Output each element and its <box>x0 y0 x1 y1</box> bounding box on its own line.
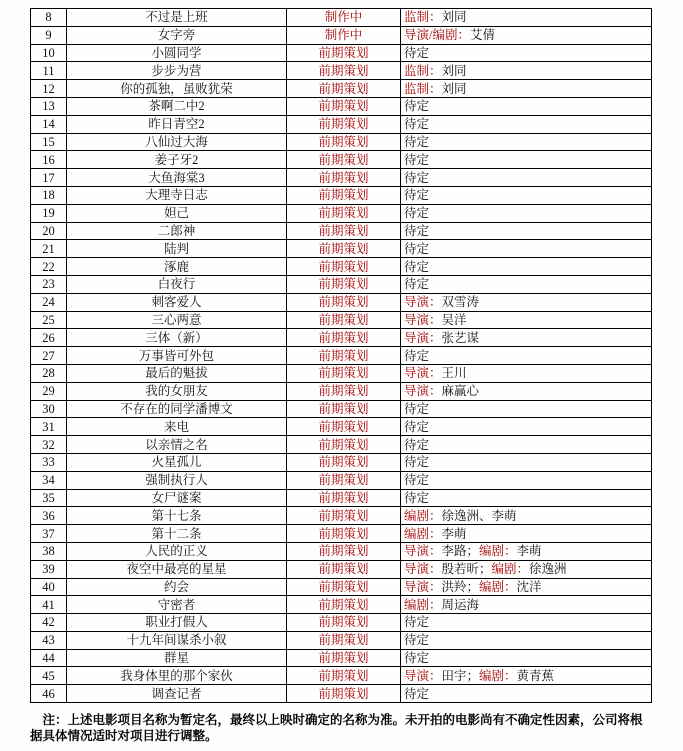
project-staff <box>401 115 652 133</box>
row-number: 27 <box>31 347 67 365</box>
project-status: 前期策划 <box>287 525 401 543</box>
table-row <box>31 9 652 27</box>
table-row <box>31 596 652 614</box>
table-row <box>31 275 652 293</box>
row-number: 36 <box>31 507 67 525</box>
project-status: 前期策划 <box>287 275 401 293</box>
project-title: 第十七条 <box>67 507 287 525</box>
project-title: 群星 <box>67 649 287 667</box>
project-status: 前期策划 <box>287 578 401 596</box>
project-title: 第十二条 <box>67 525 287 543</box>
row-number: 42 <box>31 614 67 632</box>
staff-name: 吴洋 <box>441 312 467 327</box>
staff-role-label: 监制： <box>404 63 442 78</box>
project-staff <box>401 275 652 293</box>
project-status: 前期策划 <box>287 418 401 436</box>
staff-name: 李路； <box>441 544 480 559</box>
row-number: 41 <box>31 596 67 614</box>
staff-name: 待定 <box>404 188 430 203</box>
project-title: 来电 <box>67 418 287 436</box>
staff-name: 周运海 <box>441 597 480 612</box>
row-number: 46 <box>31 685 67 703</box>
project-status: 前期策划 <box>287 614 401 632</box>
table-row <box>31 80 652 98</box>
row-number: 11 <box>31 62 67 80</box>
project-status: 前期策划 <box>287 44 401 62</box>
row-number: 29 <box>31 382 67 400</box>
row-number: 9 <box>31 26 67 44</box>
staff-role-label: 监制： <box>404 81 442 96</box>
staff-role-label: 导演： <box>404 330 442 345</box>
project-title: 我身体里的那个家伙 <box>67 667 287 685</box>
staff-name: 待定 <box>404 490 430 505</box>
project-title: 八仙过大海 <box>67 133 287 151</box>
project-staff <box>401 311 652 329</box>
staff-role-label: 监制： <box>404 10 442 25</box>
row-number: 17 <box>31 169 67 187</box>
project-status: 前期策划 <box>287 560 401 578</box>
project-status: 前期策划 <box>287 364 401 382</box>
row-number: 8 <box>31 9 67 27</box>
project-status: 前期策划 <box>287 222 401 240</box>
project-status: 前期策划 <box>287 62 401 80</box>
table-row <box>31 453 652 471</box>
row-number: 19 <box>31 204 67 222</box>
staff-name: 待定 <box>404 99 430 114</box>
project-staff <box>401 222 652 240</box>
row-number: 34 <box>31 471 67 489</box>
table-row <box>31 614 652 632</box>
project-staff <box>401 169 652 187</box>
project-title: 茶啊二中2 <box>67 97 287 115</box>
project-staff <box>401 26 652 44</box>
staff-name: 双雪涛 <box>441 295 480 310</box>
staff-role-label: 导演： <box>404 579 442 594</box>
table-row <box>31 347 652 365</box>
row-number: 40 <box>31 578 67 596</box>
staff-name: 待定 <box>404 615 430 630</box>
row-number: 33 <box>31 453 67 471</box>
staff-name: 待定 <box>404 686 430 701</box>
project-title: 小圆同学 <box>67 44 287 62</box>
table-row <box>31 222 652 240</box>
project-title: 刺客爱人 <box>67 293 287 311</box>
project-title: 调查记者 <box>67 685 287 703</box>
table-row <box>31 364 652 382</box>
footnote <box>30 712 654 744</box>
project-staff <box>401 80 652 98</box>
table-row <box>31 186 652 204</box>
staff-name: 徐逸洲、李萌 <box>441 508 517 523</box>
staff-name: 刘同 <box>441 81 467 96</box>
table-row <box>31 151 652 169</box>
project-status: 前期策划 <box>287 596 401 614</box>
row-number: 12 <box>31 80 67 98</box>
project-status: 前期策划 <box>287 507 401 525</box>
project-title: 不过是上班 <box>67 9 287 27</box>
row-number: 35 <box>31 489 67 507</box>
row-number: 43 <box>31 631 67 649</box>
staff-name: 张艺谋 <box>441 330 480 345</box>
project-staff <box>401 97 652 115</box>
table-row <box>31 44 652 62</box>
project-title: 强制执行人 <box>67 471 287 489</box>
staff-name: 待定 <box>404 117 430 132</box>
row-number: 32 <box>31 436 67 454</box>
staff-name: 待定 <box>404 241 430 256</box>
project-status: 前期策划 <box>287 471 401 489</box>
row-number: 18 <box>31 186 67 204</box>
projects-table <box>30 8 652 703</box>
project-staff <box>401 631 652 649</box>
row-number: 13 <box>31 97 67 115</box>
staff-role-label: 导演： <box>404 668 442 683</box>
row-number: 21 <box>31 240 67 258</box>
project-staff <box>401 453 652 471</box>
row-number: 30 <box>31 400 67 418</box>
project-title: 陆判 <box>67 240 287 258</box>
project-staff <box>401 614 652 632</box>
project-status: 前期策划 <box>287 204 401 222</box>
project-staff <box>401 329 652 347</box>
staff-name: 待定 <box>404 277 430 292</box>
row-number: 22 <box>31 258 67 276</box>
project-title: 女尸谜案 <box>67 489 287 507</box>
staff-name: 洪羚； <box>441 579 480 594</box>
project-title: 白夜行 <box>67 275 287 293</box>
project-staff <box>401 186 652 204</box>
project-staff <box>401 649 652 667</box>
row-number: 10 <box>31 44 67 62</box>
project-status: 前期策划 <box>287 382 401 400</box>
table-row <box>31 311 652 329</box>
project-status: 前期策划 <box>287 115 401 133</box>
staff-name: 待定 <box>404 419 430 434</box>
project-status: 前期策划 <box>287 436 401 454</box>
table-row <box>31 685 652 703</box>
staff-role-label: 导演： <box>404 562 442 577</box>
project-status: 前期策划 <box>287 169 401 187</box>
table-row <box>31 649 652 667</box>
table-row <box>31 631 652 649</box>
staff-name: 王川 <box>441 366 467 381</box>
row-number: 26 <box>31 329 67 347</box>
project-title: 守密者 <box>67 596 287 614</box>
project-title: 最后的魁拔 <box>67 364 287 382</box>
staff-name: 待定 <box>404 348 430 363</box>
project-staff <box>401 400 652 418</box>
project-title: 妲己 <box>67 204 287 222</box>
project-title: 三体（新） <box>67 329 287 347</box>
project-staff <box>401 525 652 543</box>
staff-name: 待定 <box>404 134 430 149</box>
row-number: 39 <box>31 560 67 578</box>
project-title: 人民的正义 <box>67 542 287 560</box>
project-staff <box>401 578 652 596</box>
row-number: 24 <box>31 293 67 311</box>
staff-name: 待定 <box>404 259 430 274</box>
table-row <box>31 436 652 454</box>
project-staff <box>401 560 652 578</box>
project-title: 女字旁 <box>67 26 287 44</box>
project-title: 昨日青空2 <box>67 115 287 133</box>
staff-name: 待定 <box>404 473 430 488</box>
staff-role-label: 导演： <box>404 312 442 327</box>
staff-name: 待定 <box>404 206 430 221</box>
project-staff <box>401 667 652 685</box>
staff-role-label: 导演： <box>404 384 442 399</box>
row-number: 14 <box>31 115 67 133</box>
row-number: 28 <box>31 364 67 382</box>
table-row <box>31 382 652 400</box>
staff-name: 艾倩 <box>469 28 495 43</box>
row-number: 23 <box>31 275 67 293</box>
table-row <box>31 578 652 596</box>
project-status: 前期策划 <box>287 240 401 258</box>
project-title: 大理寺日志 <box>67 186 287 204</box>
table-row <box>31 26 652 44</box>
project-title: 你的孤独，虽败犹荣 <box>67 80 287 98</box>
table-row <box>31 489 652 507</box>
staff-name: 待定 <box>404 633 430 648</box>
staff-name: 徐逸洲 <box>529 562 567 577</box>
project-status: 前期策划 <box>287 489 401 507</box>
project-staff <box>401 204 652 222</box>
row-number: 38 <box>31 542 67 560</box>
row-number: 20 <box>31 222 67 240</box>
row-number: 45 <box>31 667 67 685</box>
project-status: 前期策划 <box>287 97 401 115</box>
staff-role-label: 导演： <box>404 295 442 310</box>
staff-name: 刘同 <box>441 63 467 78</box>
staff-name: 待定 <box>404 651 430 666</box>
project-title: 职业打假人 <box>67 614 287 632</box>
table-row <box>31 667 652 685</box>
table-row <box>31 62 652 80</box>
project-staff <box>401 364 652 382</box>
table-row <box>31 293 652 311</box>
staff-role-label: 编剧： <box>479 668 517 683</box>
project-staff <box>401 44 652 62</box>
staff-role-label: 编剧： <box>404 597 442 612</box>
project-title: 二郎神 <box>67 222 287 240</box>
project-staff <box>401 258 652 276</box>
project-status: 前期策划 <box>287 400 401 418</box>
project-staff <box>401 489 652 507</box>
project-status: 前期策划 <box>287 258 401 276</box>
table-row <box>31 115 652 133</box>
project-status: 前期策划 <box>287 151 401 169</box>
project-staff <box>401 507 652 525</box>
project-title: 不存在的同学潘博文 <box>67 400 287 418</box>
staff-role-label: 编剧： <box>404 526 442 541</box>
staff-name: 李萌 <box>441 526 467 541</box>
staff-name: 田宇； <box>441 668 480 683</box>
project-staff <box>401 62 652 80</box>
project-title: 以亲情之名 <box>67 436 287 454</box>
table-row <box>31 97 652 115</box>
staff-role-label: 编剧： <box>491 562 530 577</box>
projects-table-body <box>31 9 652 703</box>
table-row <box>31 542 652 560</box>
project-title: 大鱼海棠3 <box>67 169 287 187</box>
row-number: 25 <box>31 311 67 329</box>
row-number: 37 <box>31 525 67 543</box>
project-staff <box>401 596 652 614</box>
project-status: 前期策划 <box>287 311 401 329</box>
table-row <box>31 525 652 543</box>
project-title: 我的女朋友 <box>67 382 287 400</box>
staff-role-label: 导演/编剧： <box>404 28 470 43</box>
project-title: 十九年间谋杀小叙 <box>67 631 287 649</box>
project-status: 前期策划 <box>287 80 401 98</box>
project-status: 前期策划 <box>287 631 401 649</box>
staff-name: 待定 <box>404 170 430 185</box>
staff-role-label: 编剧： <box>479 579 517 594</box>
staff-role-label: 导演： <box>404 544 442 559</box>
project-staff <box>401 382 652 400</box>
project-title: 万事皆可外包 <box>67 347 287 365</box>
project-title: 三心两意 <box>67 311 287 329</box>
project-status: 前期策划 <box>287 293 401 311</box>
project-staff <box>401 685 652 703</box>
staff-name: 待定 <box>404 152 430 167</box>
staff-name: 待定 <box>404 401 430 416</box>
table-row <box>31 418 652 436</box>
staff-role-label: 导演： <box>404 366 442 381</box>
row-number: 15 <box>31 133 67 151</box>
table-row <box>31 560 652 578</box>
row-number: 16 <box>31 151 67 169</box>
project-staff <box>401 418 652 436</box>
project-status: 前期策划 <box>287 133 401 151</box>
table-row <box>31 133 652 151</box>
project-status: 前期策划 <box>287 685 401 703</box>
staff-name: 黄青蕉 <box>516 668 555 683</box>
project-staff <box>401 240 652 258</box>
staff-name: 待定 <box>404 223 430 238</box>
project-status: 制作中 <box>287 26 401 44</box>
row-number: 31 <box>31 418 67 436</box>
project-title: 约会 <box>67 578 287 596</box>
table-row <box>31 471 652 489</box>
project-title: 夜空中最亮的星星 <box>67 560 287 578</box>
staff-role-label: 编剧： <box>404 508 442 523</box>
project-status: 前期策划 <box>287 649 401 667</box>
project-staff <box>401 133 652 151</box>
staff-name: 待定 <box>404 437 430 452</box>
project-status: 前期策划 <box>287 186 401 204</box>
project-title: 步步为营 <box>67 62 287 80</box>
row-number: 44 <box>31 649 67 667</box>
project-status: 前期策划 <box>287 542 401 560</box>
project-staff <box>401 9 652 27</box>
staff-name: 沈洋 <box>516 579 542 594</box>
table-row <box>31 240 652 258</box>
table-row <box>31 169 652 187</box>
staff-name: 李萌 <box>516 544 542 559</box>
table-row <box>31 204 652 222</box>
project-status: 前期策划 <box>287 329 401 347</box>
project-title: 涿鹿 <box>67 258 287 276</box>
project-staff <box>401 293 652 311</box>
project-title: 姜子牙2 <box>67 151 287 169</box>
project-status: 前期策划 <box>287 347 401 365</box>
staff-name: 殷若昕； <box>441 562 492 577</box>
project-staff <box>401 151 652 169</box>
project-staff <box>401 542 652 560</box>
footnote-text: 注：上述电影项目名称为暂定名，最终以上映时确定的名称为准。未开拍的电影尚有不确定性因素，公司将根据具体情况适时对项目进行调整。 <box>30 713 643 743</box>
project-status: 前期策划 <box>287 453 401 471</box>
staff-name: 刘同 <box>441 10 467 25</box>
project-staff <box>401 347 652 365</box>
project-title: 火星孤儿 <box>67 453 287 471</box>
project-staff <box>401 436 652 454</box>
project-staff <box>401 471 652 489</box>
staff-role-label: 编剧： <box>479 544 517 559</box>
staff-name: 待定 <box>404 45 430 60</box>
table-row <box>31 507 652 525</box>
staff-name: 待定 <box>404 455 430 470</box>
staff-name: 麻赢心 <box>441 384 480 399</box>
project-status: 制作中 <box>287 9 401 27</box>
table-row <box>31 400 652 418</box>
table-row <box>31 258 652 276</box>
table-row <box>31 329 652 347</box>
project-status: 前期策划 <box>287 667 401 685</box>
